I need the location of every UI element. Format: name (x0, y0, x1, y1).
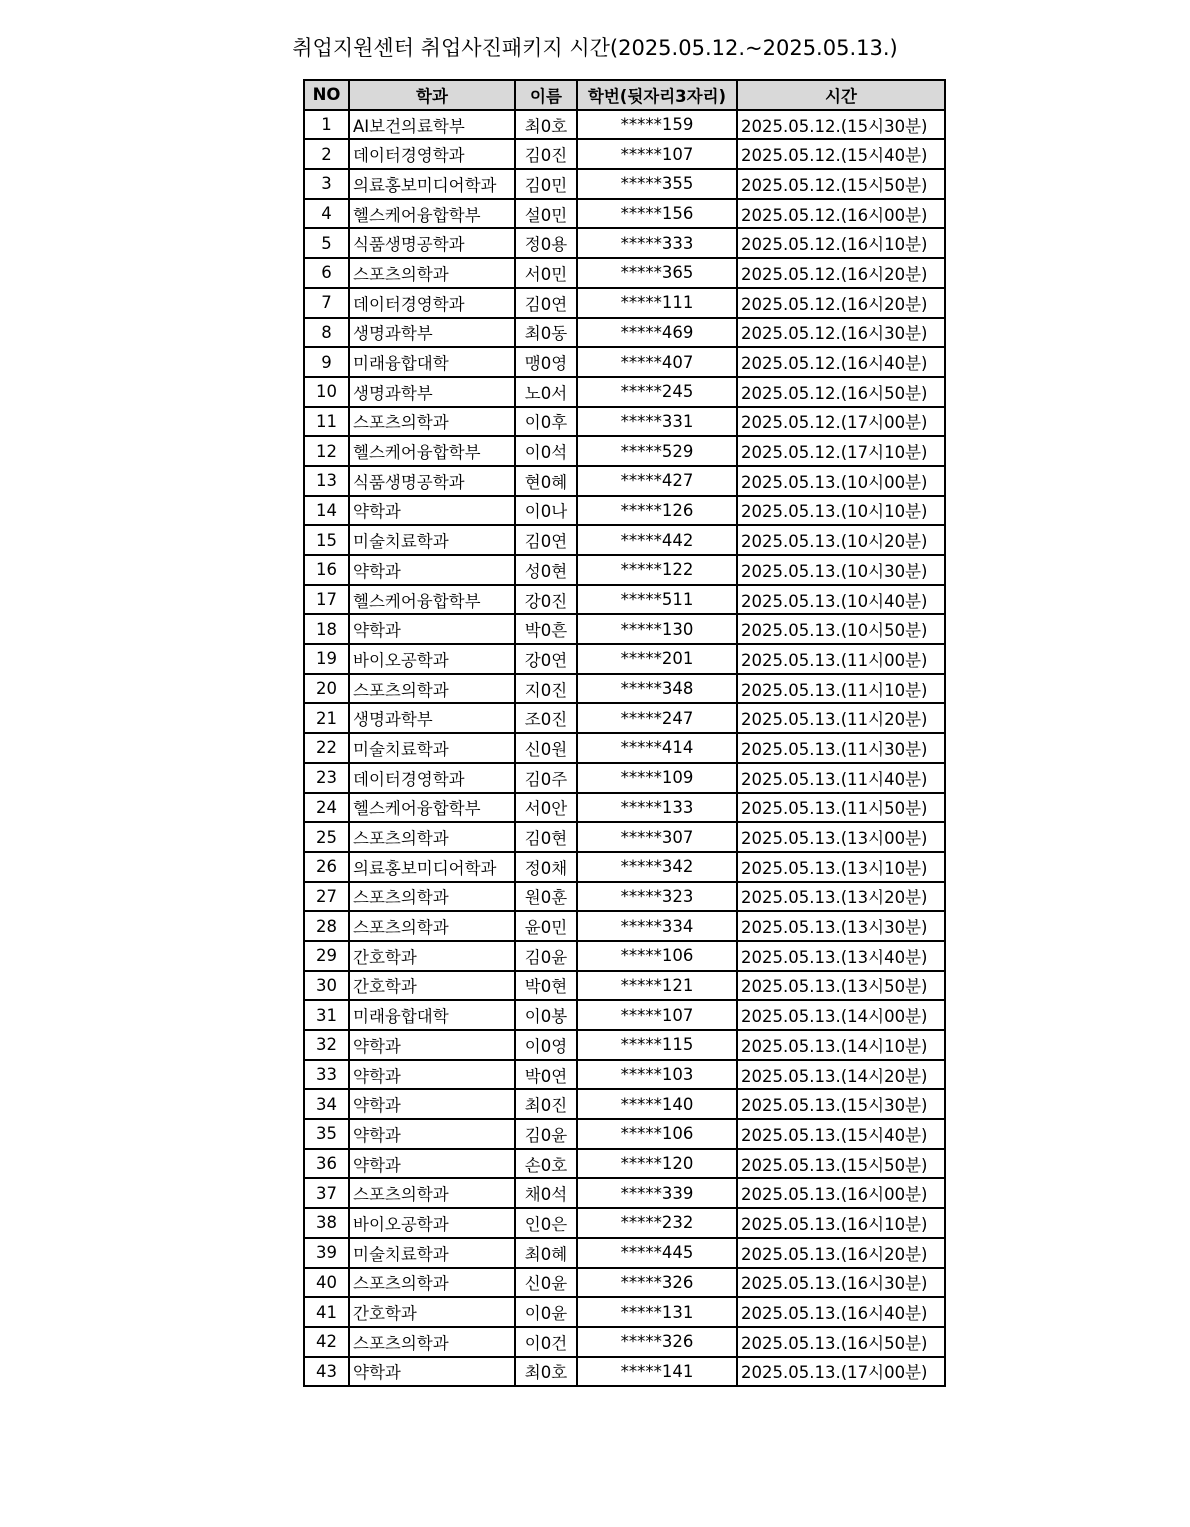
cell-department: 스포츠의학과 (349, 1327, 515, 1357)
cell-name: 손0호 (515, 1149, 577, 1179)
cell-student-id: *****201 (577, 644, 737, 674)
cell-time: 2025.05.13.(11시40분) (737, 763, 945, 793)
cell-department: 미래융합대학 (349, 347, 515, 377)
table-body (304, 110, 945, 1387)
cell-time: 2025.05.13.(17시00분) (737, 1357, 945, 1387)
cell-time: 2025.05.12.(15시50분) (737, 169, 945, 199)
table-row (304, 199, 945, 229)
cell-time: 2025.05.12.(16시10분) (737, 228, 945, 258)
cell-name: 최0동 (515, 318, 577, 348)
cell-department: 스포츠의학과 (349, 911, 515, 941)
cell-student-id: *****106 (577, 1119, 737, 1149)
table-row (304, 763, 945, 793)
table-row (304, 1357, 945, 1387)
header-department: 학과 (349, 80, 515, 110)
cell-name: 최0진 (515, 1089, 577, 1119)
cell-student-id: *****365 (577, 258, 737, 288)
cell-name: 김0연 (515, 288, 577, 318)
cell-department: 생명과학부 (349, 703, 515, 733)
cell-name: 이0나 (515, 496, 577, 526)
cell-name: 서0민 (515, 258, 577, 288)
table-row (304, 110, 945, 140)
cell-no: 28 (304, 911, 349, 941)
cell-name: 서0안 (515, 793, 577, 823)
cell-no: 39 (304, 1238, 349, 1268)
cell-name: 조0진 (515, 703, 577, 733)
table-row (304, 466, 945, 496)
cell-department: 미술치료학과 (349, 1238, 515, 1268)
cell-time: 2025.05.13.(13시50분) (737, 971, 945, 1001)
cell-department: 생명과학부 (349, 377, 515, 407)
cell-time: 2025.05.12.(16시50분) (737, 377, 945, 407)
cell-student-id: *****326 (577, 1268, 737, 1298)
cell-student-id: *****107 (577, 139, 737, 169)
cell-no: 36 (304, 1149, 349, 1179)
cell-department: 미래융합대학 (349, 1000, 515, 1030)
cell-student-id: *****109 (577, 763, 737, 793)
cell-student-id: *****469 (577, 318, 737, 348)
cell-department: 스포츠의학과 (349, 822, 515, 852)
cell-student-id: *****156 (577, 199, 737, 229)
cell-no: 18 (304, 614, 349, 644)
cell-time: 2025.05.13.(11시30분) (737, 733, 945, 763)
cell-department: 생명과학부 (349, 318, 515, 348)
cell-no: 21 (304, 703, 349, 733)
table-row (304, 525, 945, 555)
cell-student-id: *****414 (577, 733, 737, 763)
cell-student-id: *****331 (577, 407, 737, 437)
cell-no: 20 (304, 674, 349, 704)
cell-name: 박0현 (515, 971, 577, 1001)
table-row (304, 703, 945, 733)
cell-department: 헬스케어융합학부 (349, 793, 515, 823)
cell-time: 2025.05.13.(16시10분) (737, 1208, 945, 1238)
cell-department: 약학과 (349, 1149, 515, 1179)
cell-department: 스포츠의학과 (349, 674, 515, 704)
cell-student-id: *****121 (577, 971, 737, 1001)
cell-name: 박0연 (515, 1060, 577, 1090)
cell-time: 2025.05.13.(16시40분) (737, 1297, 945, 1327)
table-row (304, 1178, 945, 1208)
cell-department: 스포츠의학과 (349, 407, 515, 437)
cell-no: 6 (304, 258, 349, 288)
cell-no: 11 (304, 407, 349, 437)
cell-student-id: *****131 (577, 1297, 737, 1327)
cell-no: 14 (304, 496, 349, 526)
cell-department: 간호학과 (349, 1297, 515, 1327)
table-row (304, 1089, 945, 1119)
cell-no: 3 (304, 169, 349, 199)
cell-student-id: *****333 (577, 228, 737, 258)
cell-time: 2025.05.12.(15시30분) (737, 110, 945, 140)
cell-student-id: *****511 (577, 585, 737, 615)
cell-name: 채0석 (515, 1178, 577, 1208)
cell-time: 2025.05.13.(11시10분) (737, 674, 945, 704)
header-student-id: 학번(뒷자리3자리) (577, 80, 737, 110)
cell-name: 김0진 (515, 139, 577, 169)
cell-department: AI보건의료학부 (349, 110, 515, 140)
cell-time: 2025.05.13.(10시40분) (737, 585, 945, 615)
table-row (304, 882, 945, 912)
cell-student-id: *****326 (577, 1327, 737, 1357)
cell-name: 김0연 (515, 525, 577, 555)
cell-time: 2025.05.13.(11시20분) (737, 703, 945, 733)
cell-time: 2025.05.13.(10시10분) (737, 496, 945, 526)
cell-time: 2025.05.13.(13시10분) (737, 852, 945, 882)
cell-no: 35 (304, 1119, 349, 1149)
cell-student-id: *****355 (577, 169, 737, 199)
table-row (304, 941, 945, 971)
cell-name: 강0진 (515, 585, 577, 615)
cell-student-id: *****442 (577, 525, 737, 555)
cell-student-id: *****141 (577, 1357, 737, 1387)
table-row (304, 169, 945, 199)
schedule-table (303, 79, 946, 1387)
cell-time: 2025.05.13.(10시20분) (737, 525, 945, 555)
cell-name: 현0혜 (515, 466, 577, 496)
cell-name: 맹0영 (515, 347, 577, 377)
cell-department: 데이터경영학과 (349, 139, 515, 169)
table-row (304, 407, 945, 437)
cell-no: 4 (304, 199, 349, 229)
cell-no: 26 (304, 852, 349, 882)
table-row (304, 377, 945, 407)
cell-time: 2025.05.13.(14시00분) (737, 1000, 945, 1030)
cell-student-id: *****334 (577, 911, 737, 941)
table-row (304, 318, 945, 348)
cell-time: 2025.05.13.(13시00분) (737, 822, 945, 852)
cell-name: 원0훈 (515, 882, 577, 912)
cell-department: 바이오공학과 (349, 644, 515, 674)
cell-name: 박0흔 (515, 614, 577, 644)
page-title: 취업지원센터 취업사진패키지 시간(2025.05.12.~2025.05.13.) (292, 36, 898, 60)
cell-time: 2025.05.13.(16시50분) (737, 1327, 945, 1357)
cell-time: 2025.05.12.(15시40분) (737, 139, 945, 169)
cell-student-id: *****247 (577, 703, 737, 733)
table-row (304, 911, 945, 941)
cell-no: 23 (304, 763, 349, 793)
cell-student-id: *****130 (577, 614, 737, 644)
cell-time: 2025.05.13.(13시40분) (737, 941, 945, 971)
table-row (304, 228, 945, 258)
cell-no: 16 (304, 555, 349, 585)
table-row (304, 555, 945, 585)
cell-name: 성0현 (515, 555, 577, 585)
table-row (304, 674, 945, 704)
cell-no: 43 (304, 1357, 349, 1387)
cell-time: 2025.05.13.(13시30분) (737, 911, 945, 941)
cell-student-id: *****323 (577, 882, 737, 912)
cell-no: 38 (304, 1208, 349, 1238)
cell-department: 헬스케어융합학부 (349, 436, 515, 466)
table-row (304, 1119, 945, 1149)
cell-student-id: *****120 (577, 1149, 737, 1179)
cell-department: 식품생명공학과 (349, 466, 515, 496)
cell-department: 식품생명공학과 (349, 228, 515, 258)
table-row (304, 733, 945, 763)
table-row (304, 258, 945, 288)
table-row (304, 852, 945, 882)
cell-name: 최0호 (515, 110, 577, 140)
cell-time: 2025.05.13.(15시50분) (737, 1149, 945, 1179)
cell-student-id: *****342 (577, 852, 737, 882)
cell-department: 약학과 (349, 1089, 515, 1119)
cell-student-id: *****339 (577, 1178, 737, 1208)
table-header-row (304, 80, 945, 110)
table-row (304, 1060, 945, 1090)
cell-student-id: *****232 (577, 1208, 737, 1238)
cell-department: 약학과 (349, 1060, 515, 1090)
cell-name: 김0현 (515, 822, 577, 852)
cell-department: 약학과 (349, 496, 515, 526)
cell-student-id: *****122 (577, 555, 737, 585)
cell-name: 지0진 (515, 674, 577, 704)
cell-department: 의료홍보미디어학과 (349, 852, 515, 882)
cell-no: 22 (304, 733, 349, 763)
cell-no: 9 (304, 347, 349, 377)
cell-student-id: *****103 (577, 1060, 737, 1090)
cell-time: 2025.05.13.(16시00분) (737, 1178, 945, 1208)
cell-no: 32 (304, 1030, 349, 1060)
cell-name: 이0영 (515, 1030, 577, 1060)
cell-time: 2025.05.12.(16시20분) (737, 258, 945, 288)
table-row (304, 1030, 945, 1060)
cell-time: 2025.05.12.(16시30분) (737, 318, 945, 348)
cell-no: 24 (304, 793, 349, 823)
cell-name: 신0원 (515, 733, 577, 763)
cell-student-id: *****140 (577, 1089, 737, 1119)
cell-department: 미술치료학과 (349, 733, 515, 763)
table-row (304, 496, 945, 526)
cell-time: 2025.05.13.(14시10분) (737, 1030, 945, 1060)
cell-student-id: *****407 (577, 347, 737, 377)
cell-department: 약학과 (349, 1030, 515, 1060)
cell-name: 이0후 (515, 407, 577, 437)
cell-name: 최0혜 (515, 1238, 577, 1268)
cell-no: 15 (304, 525, 349, 555)
table-row (304, 585, 945, 615)
table-row (304, 971, 945, 1001)
cell-time: 2025.05.12.(17시10분) (737, 436, 945, 466)
cell-time: 2025.05.12.(16시00분) (737, 199, 945, 229)
cell-department: 간호학과 (349, 971, 515, 1001)
cell-department: 스포츠의학과 (349, 258, 515, 288)
cell-name: 이0윤 (515, 1297, 577, 1327)
header-time: 시간 (737, 80, 945, 110)
cell-no: 30 (304, 971, 349, 1001)
table-row (304, 1327, 945, 1357)
cell-time: 2025.05.12.(17시00분) (737, 407, 945, 437)
cell-name: 인0은 (515, 1208, 577, 1238)
cell-name: 정0채 (515, 852, 577, 882)
cell-time: 2025.05.13.(16시20분) (737, 1238, 945, 1268)
cell-no: 34 (304, 1089, 349, 1119)
cell-department: 약학과 (349, 1119, 515, 1149)
cell-student-id: *****133 (577, 793, 737, 823)
cell-student-id: *****107 (577, 1000, 737, 1030)
cell-department: 약학과 (349, 555, 515, 585)
cell-no: 33 (304, 1060, 349, 1090)
cell-name: 김0윤 (515, 941, 577, 971)
table-row (304, 822, 945, 852)
cell-department: 헬스케어융합학부 (349, 199, 515, 229)
cell-no: 1 (304, 110, 349, 140)
cell-no: 2 (304, 139, 349, 169)
table-row (304, 1149, 945, 1179)
cell-no: 31 (304, 1000, 349, 1030)
cell-department: 스포츠의학과 (349, 882, 515, 912)
cell-name: 윤0민 (515, 911, 577, 941)
table-row (304, 1297, 945, 1327)
cell-name: 이0석 (515, 436, 577, 466)
cell-no: 37 (304, 1178, 349, 1208)
cell-name: 김0민 (515, 169, 577, 199)
cell-no: 7 (304, 288, 349, 318)
cell-department: 간호학과 (349, 941, 515, 971)
cell-no: 10 (304, 377, 349, 407)
table-row (304, 1268, 945, 1298)
cell-time: 2025.05.13.(10시50분) (737, 614, 945, 644)
cell-no: 13 (304, 466, 349, 496)
cell-no: 42 (304, 1327, 349, 1357)
cell-time: 2025.05.12.(16시20분) (737, 288, 945, 318)
cell-department: 의료홍보미디어학과 (349, 169, 515, 199)
cell-name: 신0윤 (515, 1268, 577, 1298)
cell-time: 2025.05.13.(11시50분) (737, 793, 945, 823)
cell-no: 12 (304, 436, 349, 466)
table-row (304, 1208, 945, 1238)
cell-student-id: *****529 (577, 436, 737, 466)
cell-name: 정0용 (515, 228, 577, 258)
cell-time: 2025.05.13.(14시20분) (737, 1060, 945, 1090)
cell-department: 약학과 (349, 1357, 515, 1387)
cell-department: 스포츠의학과 (349, 1178, 515, 1208)
cell-department: 약학과 (349, 614, 515, 644)
cell-time: 2025.05.13.(15시30분) (737, 1089, 945, 1119)
cell-name: 노0서 (515, 377, 577, 407)
cell-department: 데이터경영학과 (349, 763, 515, 793)
header-no: NO (304, 80, 349, 110)
table-row (304, 347, 945, 377)
cell-name: 김0주 (515, 763, 577, 793)
cell-department: 미술치료학과 (349, 525, 515, 555)
cell-student-id: *****245 (577, 377, 737, 407)
cell-no: 19 (304, 644, 349, 674)
cell-student-id: *****126 (577, 496, 737, 526)
cell-student-id: *****348 (577, 674, 737, 704)
cell-name: 이0봉 (515, 1000, 577, 1030)
cell-student-id: *****115 (577, 1030, 737, 1060)
cell-department: 데이터경영학과 (349, 288, 515, 318)
cell-time: 2025.05.13.(16시30분) (737, 1268, 945, 1298)
table-row (304, 288, 945, 318)
cell-name: 김0윤 (515, 1119, 577, 1149)
cell-no: 29 (304, 941, 349, 971)
cell-name: 설0민 (515, 199, 577, 229)
cell-time: 2025.05.13.(13시20분) (737, 882, 945, 912)
cell-time: 2025.05.13.(10시00분) (737, 466, 945, 496)
cell-time: 2025.05.13.(11시00분) (737, 644, 945, 674)
cell-name: 이0건 (515, 1327, 577, 1357)
table-row (304, 1238, 945, 1268)
cell-student-id: *****445 (577, 1238, 737, 1268)
cell-student-id: *****159 (577, 110, 737, 140)
table-row (304, 644, 945, 674)
cell-no: 17 (304, 585, 349, 615)
cell-student-id: *****427 (577, 466, 737, 496)
table-row (304, 614, 945, 644)
cell-time: 2025.05.13.(10시30분) (737, 555, 945, 585)
header-name: 이름 (515, 80, 577, 110)
cell-department: 바이오공학과 (349, 1208, 515, 1238)
table-row (304, 793, 945, 823)
cell-time: 2025.05.13.(15시40분) (737, 1119, 945, 1149)
cell-department: 헬스케어융합학부 (349, 585, 515, 615)
table-row (304, 1000, 945, 1030)
table-row (304, 139, 945, 169)
cell-name: 최0호 (515, 1357, 577, 1387)
cell-student-id: *****307 (577, 822, 737, 852)
cell-time: 2025.05.12.(16시40분) (737, 347, 945, 377)
cell-no: 8 (304, 318, 349, 348)
cell-department: 스포츠의학과 (349, 1268, 515, 1298)
cell-student-id: *****106 (577, 941, 737, 971)
cell-student-id: *****111 (577, 288, 737, 318)
cell-name: 강0연 (515, 644, 577, 674)
table-row (304, 436, 945, 466)
cell-no: 41 (304, 1297, 349, 1327)
cell-no: 40 (304, 1268, 349, 1298)
cell-no: 27 (304, 882, 349, 912)
cell-no: 5 (304, 228, 349, 258)
cell-no: 25 (304, 822, 349, 852)
